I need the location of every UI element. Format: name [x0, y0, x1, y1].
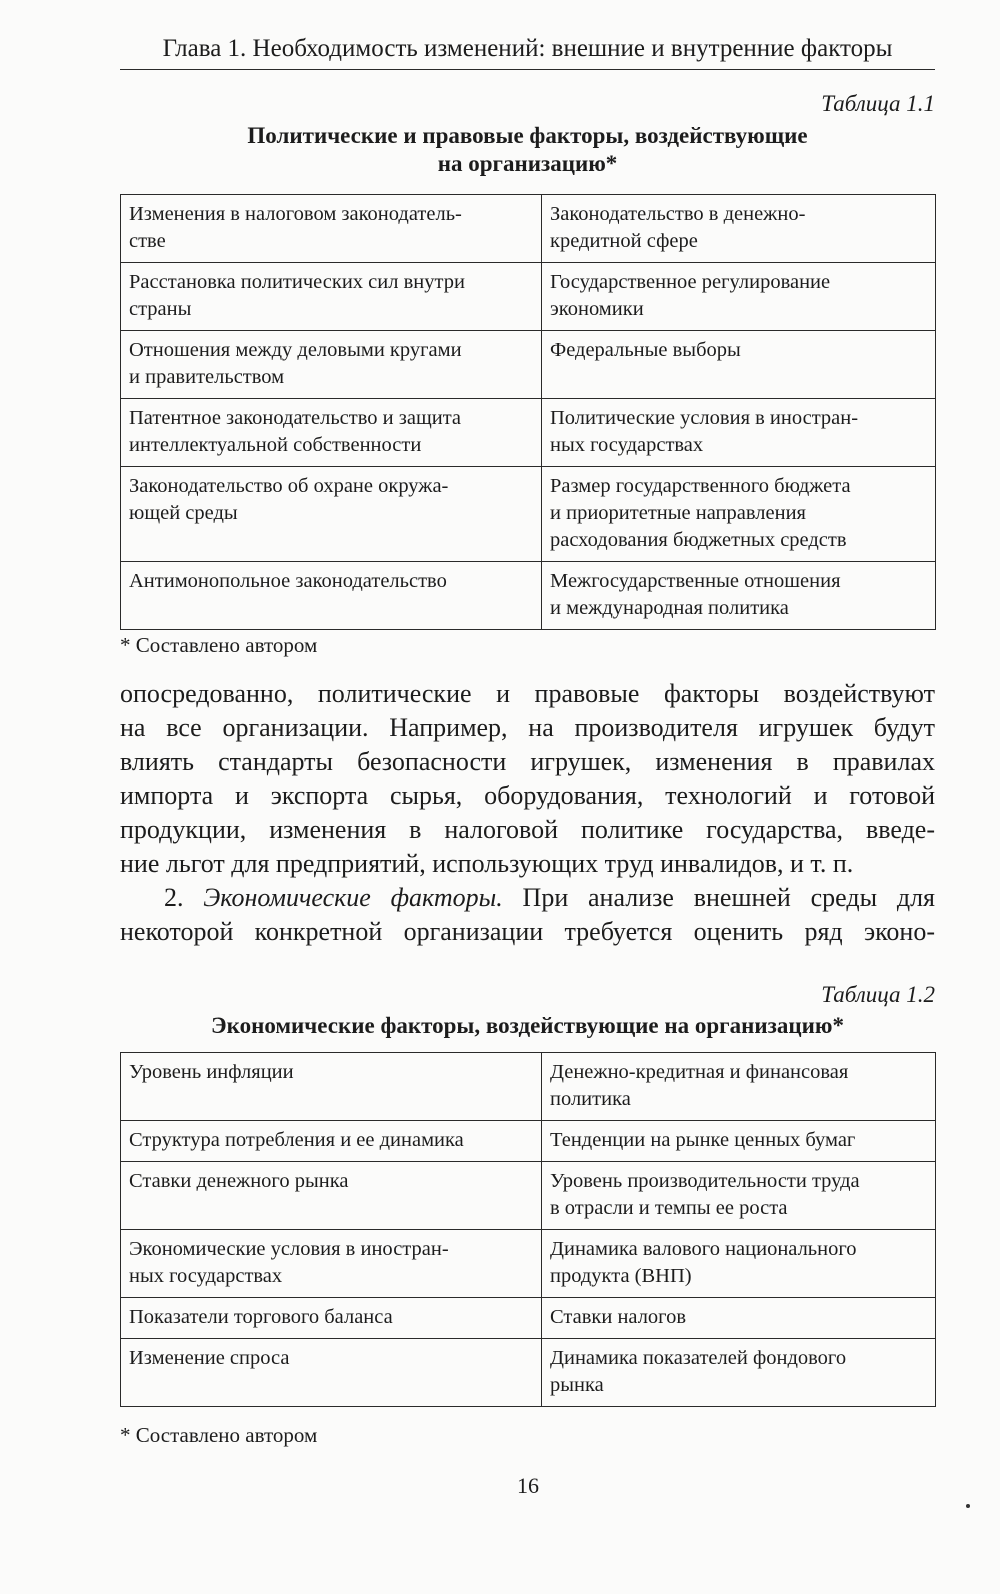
- table-2-label: Таблица 1.2: [821, 982, 935, 1007]
- cell-line: Тенденции на рынке ценных бумаг: [550, 1129, 856, 1151]
- cell-line: страны: [129, 298, 192, 320]
- table-cell: [121, 1230, 542, 1298]
- cell-line: политика: [550, 1088, 631, 1110]
- cell-line: Показатели торгового баланса: [129, 1306, 393, 1328]
- cell-line: Отношения между деловыми кругами: [129, 339, 462, 361]
- cell-line: расходования бюджетных средств: [550, 529, 847, 551]
- cell-line: Законодательство об охране окружа-: [129, 475, 449, 497]
- table-cell: [542, 467, 936, 562]
- paragraph-2-number: 2.: [164, 883, 204, 912]
- table-cell: [542, 1230, 936, 1298]
- table-1-title-line: на организацию*: [437, 151, 618, 176]
- table-cell: [121, 1162, 542, 1230]
- table-row: [121, 467, 936, 562]
- cell-line: Динамика валового национального: [550, 1238, 857, 1260]
- table-1-title: [120, 122, 935, 178]
- table-cell: [542, 1339, 936, 1407]
- paragraph-2-text: При анализе внешней среды для: [502, 883, 935, 912]
- body-line: опосредованно, политические и правовые факторы воздействуют: [120, 679, 935, 708]
- table-cell: [542, 1298, 936, 1339]
- table-1: [120, 194, 936, 630]
- cell-line: Межгосударственные отношения: [550, 570, 841, 592]
- body-line: импорта и экспорта сырья, оборудования, технологий и готовой: [120, 781, 935, 810]
- cell-line: ных государствах: [550, 434, 704, 456]
- cell-line: ных государствах: [129, 1265, 283, 1287]
- table-cell: [542, 1121, 936, 1162]
- table-cell: [121, 195, 542, 263]
- table-1-title-line: Политические и правовые факторы, воздействующие: [247, 123, 808, 148]
- cell-line: Структура потребления и ее динамика: [129, 1129, 464, 1151]
- table-cell: [121, 399, 542, 467]
- scan-speck: [966, 1504, 970, 1508]
- table-row: [121, 1230, 936, 1298]
- cell-line: и приоритетные направления: [550, 502, 806, 524]
- table-cell: [121, 1053, 542, 1121]
- cell-line: Антимонопольное законодательство: [129, 570, 447, 592]
- table-cell: [121, 467, 542, 562]
- table-1-note: * Составлено автором: [120, 633, 318, 657]
- table-row: [121, 1162, 936, 1230]
- table-cell: [121, 263, 542, 331]
- table-row: [121, 1298, 936, 1339]
- body-line: на все организации. Например, на производителя игрушек будут: [120, 713, 935, 742]
- cell-line: Федеральные выборы: [550, 339, 741, 361]
- cell-line: и правительством: [129, 366, 285, 388]
- table-row: [121, 263, 936, 331]
- running-head: Глава 1. Необходимость изменений: внешние и внутренние факторы: [162, 35, 893, 62]
- cell-line: Ставки налогов: [550, 1306, 687, 1328]
- cell-line: Государственное регулирование: [550, 271, 831, 293]
- cell-line: Изменение спроса: [129, 1347, 290, 1369]
- table-cell: [542, 562, 936, 630]
- table-cell: [121, 1339, 542, 1407]
- table-row: [121, 562, 936, 630]
- header-rule: [120, 69, 935, 70]
- table-2-title: [120, 1012, 935, 1040]
- cell-line: Динамика показателей фондового: [550, 1347, 847, 1369]
- table-cell: [542, 1053, 936, 1121]
- table-cell: [542, 331, 936, 399]
- table-cell: [542, 399, 936, 467]
- body-line: некоторой конкретной организации требуется оценить ряд эконо-: [120, 917, 935, 946]
- body-text: [120, 677, 935, 949]
- table-cell: [542, 263, 936, 331]
- cell-line: и международная политика: [550, 597, 789, 619]
- cell-line: Законодательство в денежно-: [550, 203, 806, 225]
- table-1-label: Таблица 1.1: [821, 91, 935, 116]
- page-number: 16: [517, 1473, 539, 1498]
- cell-line: Ставки денежного рынка: [129, 1170, 349, 1192]
- cell-line: кредитной сфере: [550, 230, 698, 252]
- cell-line: продукта (ВНП): [550, 1265, 692, 1287]
- cell-line: Денежно-кредитная и финансовая: [550, 1061, 849, 1083]
- table-row: [121, 1121, 936, 1162]
- paragraph-2-line: [120, 881, 935, 915]
- cell-line: Экономические условия в иностран-: [129, 1238, 449, 1260]
- paragraph-2-heading: Экономические факторы.: [203, 883, 503, 912]
- cell-line: Расстановка политических сил внутри: [129, 271, 465, 293]
- body-line: влиять стандарты безопасности игрушек, изменения в правилах: [120, 747, 935, 776]
- table-row: [121, 399, 936, 467]
- table-2: [120, 1052, 936, 1407]
- table-row: [121, 195, 936, 263]
- table-cell: [121, 331, 542, 399]
- cell-line: Размер государственного бюджета: [550, 475, 851, 497]
- table-row: [121, 331, 936, 399]
- body-line: продукции, изменения в налоговой политике государства, введе-: [120, 815, 935, 844]
- table-row: [121, 1053, 936, 1121]
- cell-line: ющей среды: [129, 502, 238, 524]
- table-cell: [121, 1298, 542, 1339]
- cell-line: рынка: [550, 1374, 604, 1396]
- table-cell: [542, 1162, 936, 1230]
- cell-line: Уровень инфляции: [129, 1061, 294, 1083]
- table-2-title-line: Экономические факторы, воздействующие на организацию*: [211, 1013, 844, 1038]
- cell-line: экономики: [550, 298, 644, 320]
- cell-line: стве: [129, 230, 166, 252]
- table-2-note: * Составлено автором: [120, 1423, 318, 1447]
- table-cell: [121, 1121, 542, 1162]
- table-cell: [121, 562, 542, 630]
- cell-line: Патентное законодательство и защита: [129, 407, 462, 429]
- cell-line: Уровень производительности труда: [550, 1170, 860, 1192]
- cell-line: в отрасли и темпы ее роста: [550, 1197, 788, 1219]
- body-line: ние льгот для предприятий, использующих труд инвалидов, и т. п.: [120, 849, 854, 878]
- table-row: [121, 1339, 936, 1407]
- table-cell: [542, 195, 936, 263]
- cell-line: Изменения в налоговом законодатель-: [129, 203, 462, 225]
- cell-line: Политические условия в иностран-: [550, 407, 859, 429]
- cell-line: интеллектуальной собственности: [129, 434, 422, 456]
